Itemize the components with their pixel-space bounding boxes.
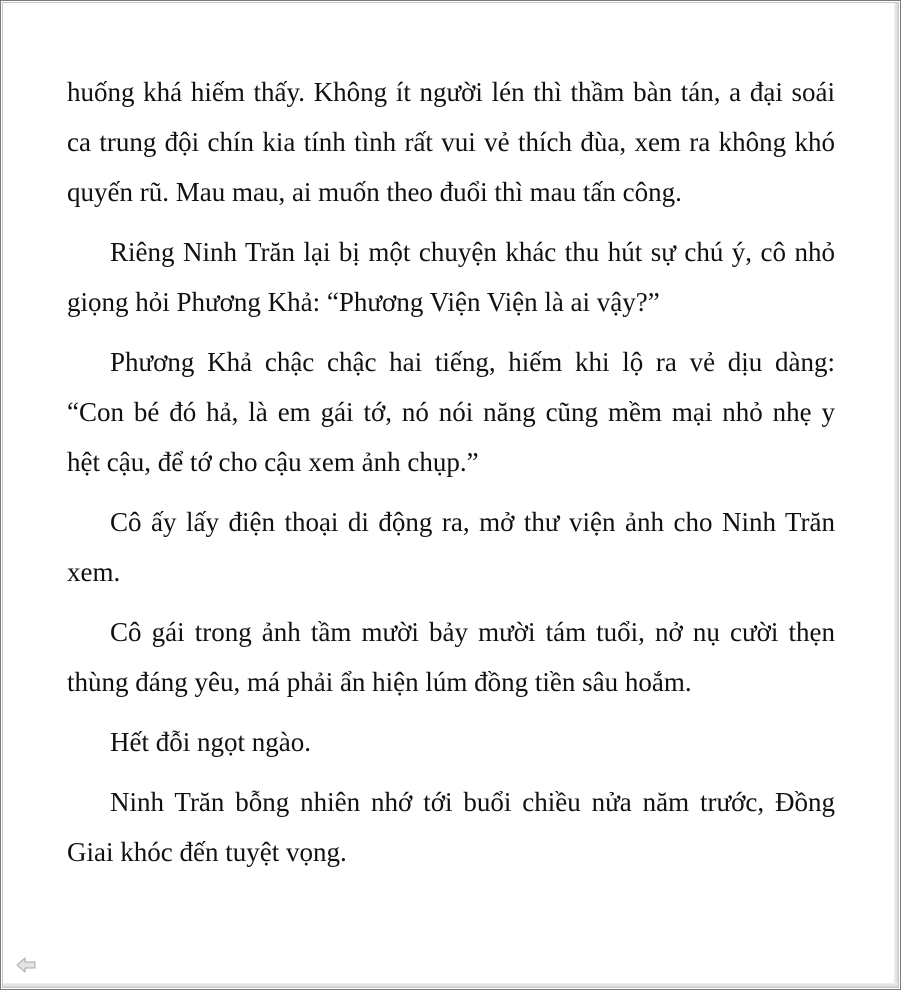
paragraph <box>67 227 835 327</box>
text-line: huống khá hiếm thấy. Không ít người lén thì thầm bàn tán, a đại soái <box>67 77 835 107</box>
text-line: Ninh Trăn bỗng nhiên nhớ tới buổi chiều nửa năm trước, Đồng <box>110 787 835 817</box>
document-body <box>67 67 835 877</box>
text-line: “Con bé đó hả, là em gái tớ, nó nói năng cũng mềm mại nhỏ nhẹ y <box>67 397 835 427</box>
text-line: Riêng Ninh Trăn lại bị một chuyện khác thu hút sự chú ý, cô nhỏ <box>110 237 835 267</box>
text-line: giọng hỏi Phương Khả: “Phương Viện Viện là ai vậy?” <box>67 287 660 317</box>
text-line: Cô ấy lấy điện thoại di động ra, mở thư viện ảnh cho Ninh Trăn <box>110 507 835 537</box>
page-bottom-shadow <box>3 983 898 987</box>
paragraph <box>67 777 835 877</box>
paragraph <box>67 497 835 597</box>
text-line: Giai khóc đến tuyệt vọng. <box>67 837 347 867</box>
text-line: Hết đỗi ngọt ngào. <box>110 727 311 757</box>
text-line: hệt cậu, để tớ cho cậu xem ảnh chụp.” <box>67 447 479 477</box>
text-line: Cô gái trong ảnh tầm mười bảy mười tám tuổi, nở nụ cười thẹn <box>110 617 835 647</box>
text-line: xem. <box>67 557 121 587</box>
paragraph <box>67 337 835 487</box>
paragraph <box>67 67 835 217</box>
text-line: thùng đáng yêu, má phải ẩn hiện lúm đồng tiền sâu hoắm. <box>67 667 692 697</box>
text-line: ca trung đội chín kia tính tình rất vui vẻ thích đùa, xem ra không khó <box>67 127 835 157</box>
back-arrow-icon[interactable] <box>15 956 37 974</box>
paragraph <box>67 717 835 767</box>
page-right-shadow <box>894 3 898 987</box>
text-line: Phương Khả chậc chậc hai tiếng, hiếm khi lộ ra vẻ dịu dàng: <box>110 347 835 377</box>
text-line: quyến rũ. Mau mau, ai muốn theo đuổi thì mau tấn công. <box>67 177 682 207</box>
paragraph <box>67 607 835 707</box>
